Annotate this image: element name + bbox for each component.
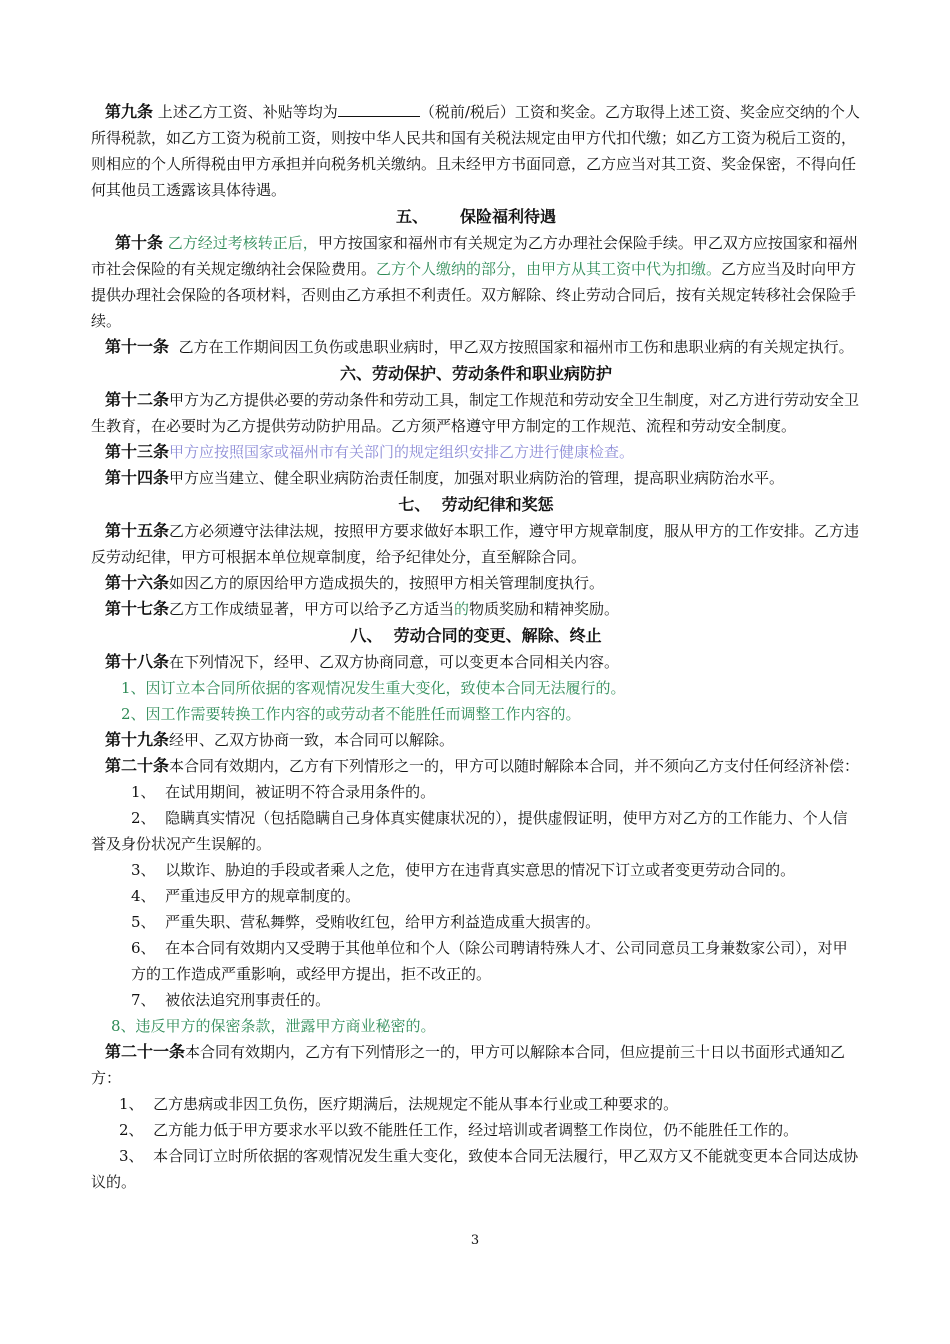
article-9-title: 第九条 bbox=[105, 102, 154, 121]
article-11-text: 乙方在工作期间因工负伤或患职业病时，甲乙双方按照国家和福州市工伤和患职业病的有关规定执行。 bbox=[178, 338, 854, 356]
article-21-item-1 bbox=[91, 1091, 861, 1117]
item-text: 乙方患病或非因工负伤，医疗期满后，法规规定不能从事本行业或工种要求的。 bbox=[153, 1095, 679, 1113]
article-10-green-2: 乙方个人缴纳的部分，由甲方从其工资中代为扣缴。 bbox=[376, 260, 722, 278]
article-17-green: 的 bbox=[454, 600, 470, 618]
item-number: 1、 bbox=[119, 1095, 144, 1113]
item-text: 隐瞒真实情况（包括隐瞒自己身体真实健康状况的），提供虚假证明，使甲方对乙方的工作能力、个人信誉及身份状况产生误解的。 bbox=[91, 809, 848, 853]
article-11 bbox=[91, 334, 861, 360]
article-20-item-4 bbox=[91, 883, 861, 909]
article-13-text: 甲方应按照国家或福州市有关部门的规定组织安排乙方进行健康检查。 bbox=[169, 443, 635, 461]
article-9 bbox=[91, 99, 861, 203]
article-16-title: 第十六条 bbox=[105, 573, 170, 592]
item-text: 被依法追究刑事责任的。 bbox=[165, 991, 331, 1009]
article-19 bbox=[91, 727, 861, 753]
article-15-title: 第十五条 bbox=[105, 521, 170, 540]
section-7-title: 劳动纪律和奖惩 bbox=[441, 495, 554, 514]
section-5-heading bbox=[91, 203, 861, 230]
article-11-title: 第十一条 bbox=[105, 337, 170, 356]
article-9-text-2: （税前/税后）工资和奖金。乙方取得上述工资、奖金应交纳的个人所得税款，如乙方工资为税前工资，则按中华人民共和国有关税法规定由甲方代扣代缴；如乙方工资为税后工资的，则相应的个人所得税由甲方承担并向税务机关缴纳。且未经甲方书面同意，乙方应当对其工资、奖金保密，不得向任何其他员工透露该具体待遇。 bbox=[91, 103, 860, 199]
article-9-text-1: 上述乙方工资、补贴等均为 bbox=[157, 103, 338, 121]
article-19-title: 第十九条 bbox=[105, 730, 170, 749]
item-text: 本合同订立时所依据的客观情况发生重大变化，致使本合同无法履行，甲乙双方又不能就变更本合同达成协议的。 bbox=[91, 1147, 859, 1191]
article-17-text-1: 乙方工作成绩显著，甲方可以给予乙方适当 bbox=[169, 600, 455, 618]
item-number: 6、 bbox=[131, 939, 156, 957]
article-12-title: 第十二条 bbox=[105, 390, 170, 409]
article-16 bbox=[91, 570, 861, 596]
item-number: 3、 bbox=[119, 1147, 144, 1165]
article-15 bbox=[91, 518, 861, 570]
article-20 bbox=[91, 753, 861, 779]
article-20-text: 本合同有效期内，乙方有下列情形之一的，甲方可以随时解除本合同，并不须向乙方支付任何经济补偿： bbox=[169, 757, 860, 775]
section-5-title: 保险福利待遇 bbox=[460, 207, 557, 226]
article-18 bbox=[91, 649, 861, 675]
article-18-text: 在下列情况下，经甲、乙双方协商同意，可以变更本合同相关内容。 bbox=[169, 653, 620, 671]
article-10-text-2: 乙方应当及时向甲方提供办理社会保险的各项材料，否则由乙方承担不利责任。双方解除、终止劳动合同后，按有关规定转移社会保险手续。 bbox=[91, 260, 857, 330]
item-number: 4、 bbox=[131, 887, 156, 905]
article-20-item-3 bbox=[91, 857, 861, 883]
article-17-text-2: 物质奖励和精神奖励。 bbox=[469, 600, 620, 618]
article-13 bbox=[91, 439, 861, 465]
article-10-title: 第十条 bbox=[115, 233, 164, 252]
section-8-title: 劳动合同的变更、解除、终止 bbox=[393, 626, 602, 645]
document-page bbox=[91, 99, 861, 1195]
article-15-text: 乙方必须遵守法律法规，按照甲方要求做好本职工作，遵守甲方规章制度，服从甲方的工作安排。乙方违反劳动纪律，甲方可根据本单位规章制度，给予纪律处分，直至解除合同。 bbox=[91, 522, 860, 566]
article-18-title: 第十八条 bbox=[105, 652, 170, 671]
article-20-item-6 bbox=[91, 935, 861, 987]
article-10-text-1: 甲方按国家和福州市有关规定为乙方办理社会保险手续。甲乙双方应按国家和福州市社会保险的有关规定缴纳社会保险费用。 bbox=[91, 234, 858, 278]
article-20-item-5 bbox=[91, 909, 861, 935]
article-14-text: 甲方应当建立、健全职业病防治责任制度，加强对职业病防治的管理，提高职业病防治水平。 bbox=[169, 469, 785, 487]
blank-line bbox=[338, 102, 420, 117]
section-8-number: 八、 bbox=[350, 626, 383, 645]
item-number: 3、 bbox=[131, 861, 156, 879]
section-6-heading: 六、劳动保护、劳动条件和职业病防护 bbox=[339, 364, 612, 383]
article-20-item-2 bbox=[91, 805, 861, 857]
article-21-text: 本合同有效期内，乙方有下列情形之一的，甲方可以解除本合同，但应提前三十日以书面形式通知乙方： bbox=[91, 1043, 846, 1087]
item-number: 1、 bbox=[131, 783, 156, 801]
article-18-item-1: 1、因订立本合同所依据的客观情况发生重大变化，致使本合同无法履行的。 bbox=[121, 679, 626, 697]
article-12-text: 甲方为乙方提供必要的劳动条件和劳动工具，制定工作规范和劳动安全卫生制度，对乙方进行劳动安全卫生教育，在必要时为乙方提供劳动防护用品。乙方须严格遵守甲方制定的工作规范、流程和劳动安全制度。 bbox=[91, 391, 860, 435]
section-5-number: 五、 bbox=[395, 207, 428, 226]
article-20-title: 第二十条 bbox=[105, 756, 170, 775]
article-19-text: 经甲、乙双方协商一致，本合同可以解除。 bbox=[169, 731, 455, 749]
item-text: 在试用期间，被证明不符合录用条件的。 bbox=[165, 783, 436, 801]
item-text: 严重失职、营私舞弊，受贿收红包，给甲方利益造成重大损害的。 bbox=[165, 913, 601, 931]
item-number: 2、 bbox=[131, 809, 156, 827]
article-14-title: 第十四条 bbox=[105, 468, 170, 487]
article-18-item-2: 2、因工作需要转换工作内容的或劳动者不能胜任而调整工作内容的。 bbox=[121, 705, 581, 723]
article-12 bbox=[91, 387, 861, 439]
item-text: 乙方能力低于甲方要求水平以致不能胜任工作，经过培训或者调整工作岗位，仍不能胜任工作的。 bbox=[153, 1121, 799, 1139]
article-21-title: 第二十一条 bbox=[105, 1042, 186, 1061]
article-17-title: 第十七条 bbox=[105, 599, 170, 618]
article-13-title: 第十三条 bbox=[105, 442, 170, 461]
item-number: 7、 bbox=[131, 991, 156, 1009]
article-16-text: 如因乙方的原因给甲方造成损失的，按照甲方相关管理制度执行。 bbox=[169, 574, 605, 592]
item-number: 5、 bbox=[131, 913, 156, 931]
article-14 bbox=[91, 465, 861, 491]
item-number: 2、 bbox=[119, 1121, 144, 1139]
section-8-heading bbox=[91, 622, 861, 649]
item-text: 在本合同有效期内又受聘于其他单位和个人（除公司聘请特殊人才、公司同意员工身兼数家公司），对甲方的工作造成严重影响，或经甲方提出，拒不改正的。 bbox=[131, 939, 848, 983]
item-text: 严重违反甲方的规章制度的。 bbox=[165, 887, 361, 905]
article-21 bbox=[91, 1039, 861, 1091]
article-20-item-8: 8、违反甲方的保密条款，泄露甲方商业秘密的。 bbox=[111, 1017, 436, 1035]
section-7-heading bbox=[91, 491, 861, 518]
article-21-item-3 bbox=[91, 1143, 861, 1195]
article-20-item-7 bbox=[91, 987, 861, 1013]
article-21-item-2 bbox=[91, 1117, 861, 1143]
article-20-item-1 bbox=[91, 779, 861, 805]
article-10 bbox=[91, 230, 861, 334]
article-17 bbox=[91, 596, 861, 622]
article-10-green-1: 乙方经过考核转正后， bbox=[167, 234, 318, 252]
page-number: 3 bbox=[470, 1233, 480, 1248]
section-7-number: 七、 bbox=[398, 495, 431, 514]
item-text: 以欺诈、胁迫的手段或者乘人之危，使甲方在违背真实意思的情况下订立或者变更劳动合同的。 bbox=[165, 861, 796, 879]
